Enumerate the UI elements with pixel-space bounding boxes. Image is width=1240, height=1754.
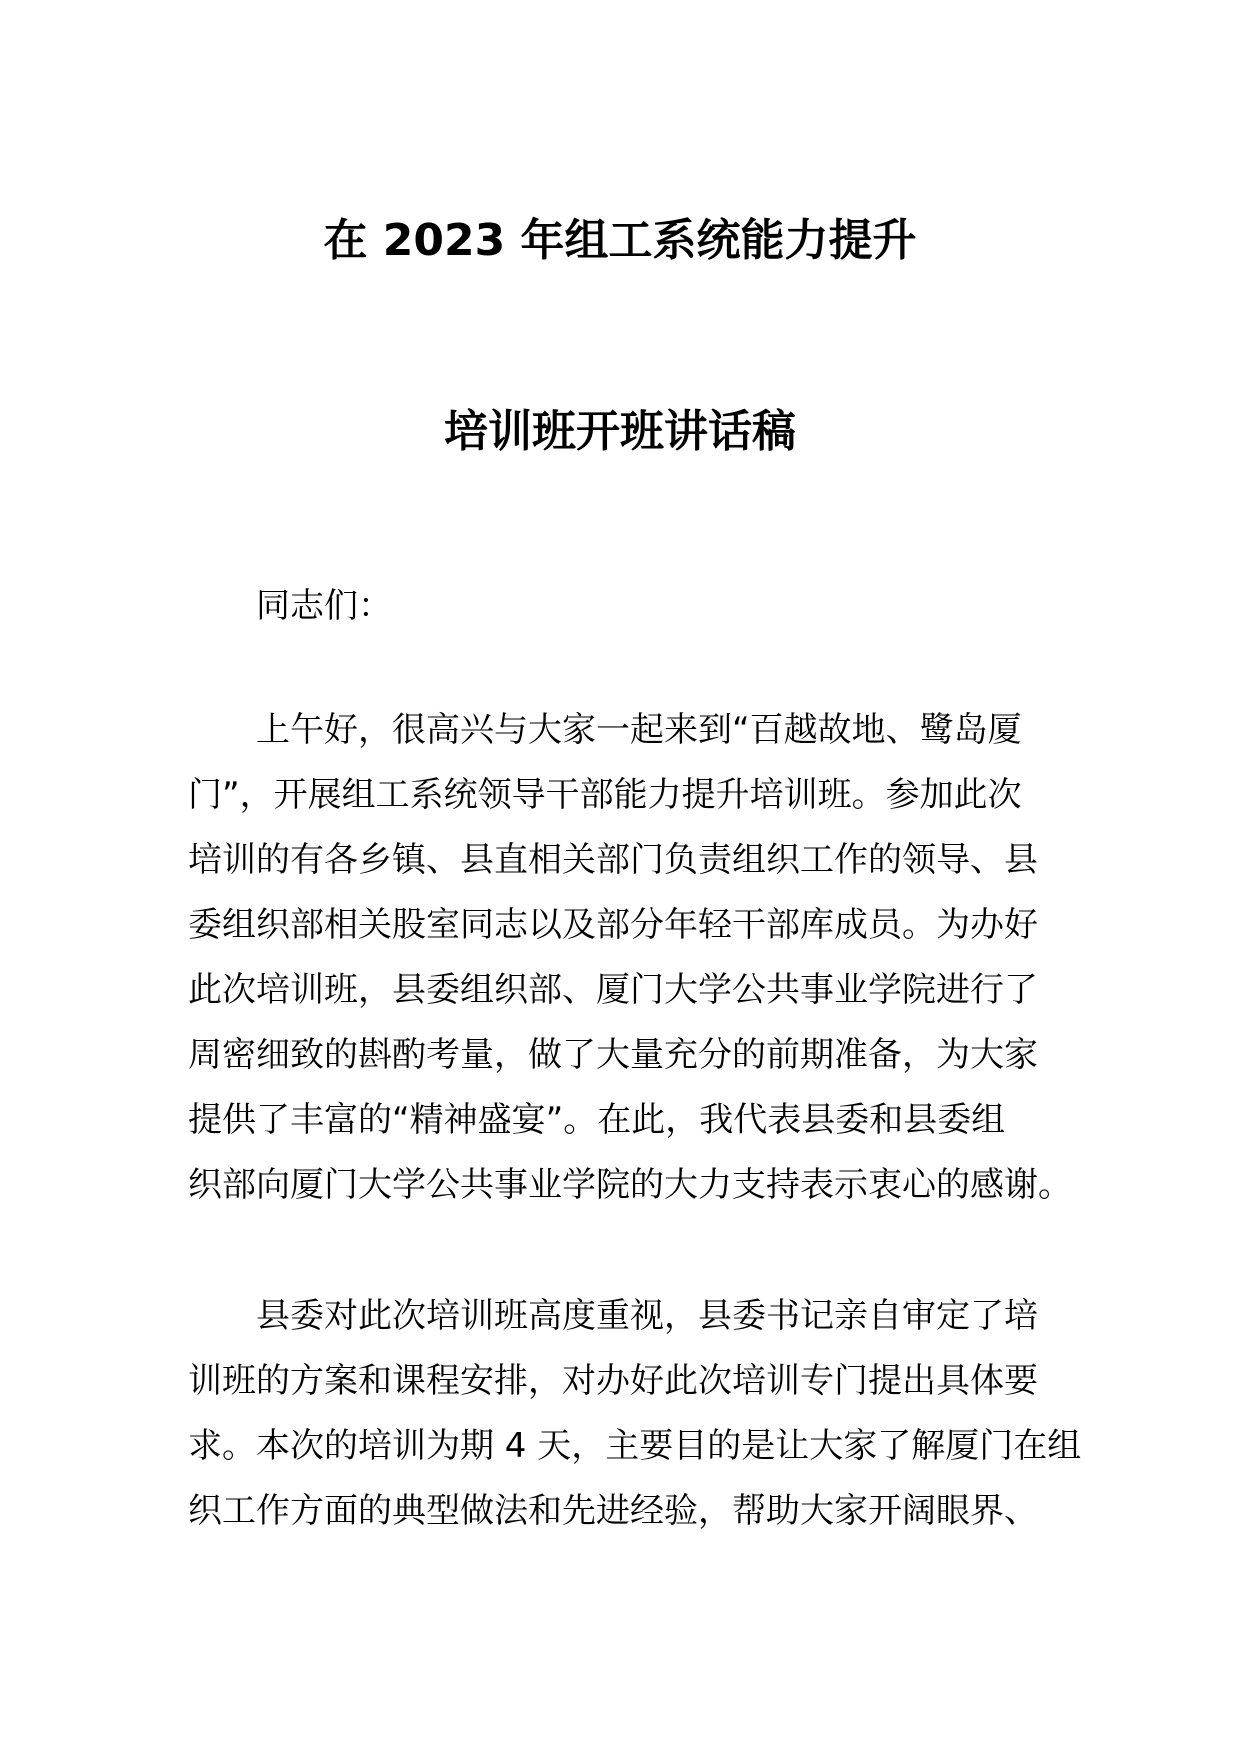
document-title-line-1: 在 2023 年组工系统能力提升 bbox=[323, 215, 917, 266]
paragraph-line: 织部向厦门大学公共事业学院的大力支持表示衷心的感谢。 bbox=[188, 1165, 1072, 1205]
document-title-line-2: 培训班开班讲话稿 bbox=[444, 406, 796, 457]
salutation: 同志们： bbox=[256, 586, 392, 626]
paragraph-line: 提供了丰富的“精神盛宴”。在此，我代表县委和县委组 bbox=[188, 1100, 1006, 1140]
paragraph-1 bbox=[188, 698, 1072, 1218]
paragraph-line: 门”，开展组工系统领导干部能力提升培训班。参加此次 bbox=[188, 775, 1022, 815]
paragraph-line: 上午好，很高兴与大家一起来到“百越故地、鹭岛厦 bbox=[256, 710, 1022, 750]
paragraph-line: 求。本次的培训为期 4 天，主要目的是让大家了解厦门在组 bbox=[188, 1426, 1082, 1466]
paragraph-line: 县委对此次培训班高度重视，县委书记亲自审定了培 bbox=[256, 1296, 1038, 1336]
paragraph-line: 此次培训班，县委组织部、厦门大学公共事业学院进行了 bbox=[188, 970, 1038, 1010]
paragraph-line: 周密细致的斟酌考量，做了大量充分的前期准备，为大家 bbox=[188, 1035, 1038, 1075]
paragraph-2 bbox=[188, 1284, 1082, 1544]
paragraph-line: 训班的方案和课程安排，对办好此次培训专门提出具体要 bbox=[188, 1361, 1038, 1401]
paragraph-line: 委组织部相关股室同志以及部分年轻干部库成员。为办好 bbox=[188, 905, 1038, 945]
paragraph-line: 培训的有各乡镇、县直相关部门负责组织工作的领导、县 bbox=[188, 840, 1038, 880]
paragraph-line: 织工作方面的典型做法和先进经验，帮助大家开阔眼界、 bbox=[188, 1491, 1038, 1531]
